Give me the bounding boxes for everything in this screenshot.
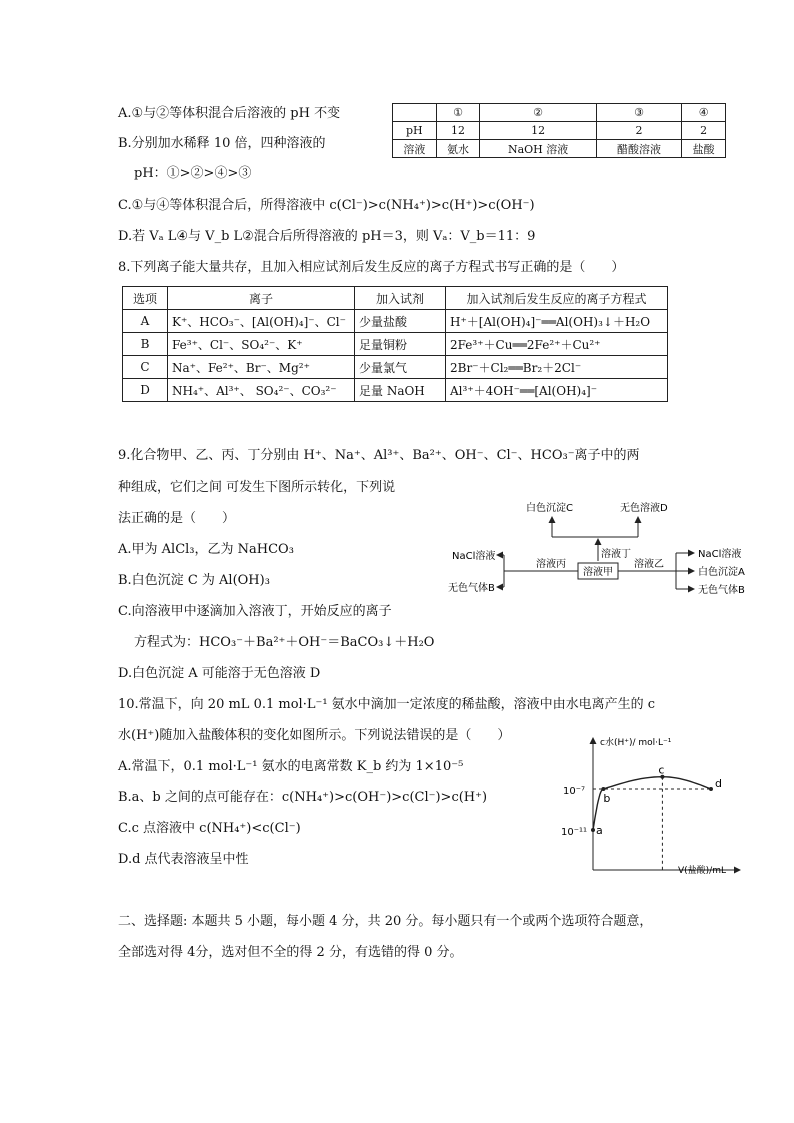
table-row [123, 356, 668, 379]
diagram-solution-bing: 溶液丙 [536, 559, 566, 570]
q10-stem-line1: 10.常温下，向 20 mL 0.1 mol·L⁻¹ 氨水中滴加一定浓度的稀盐酸，溶液中由水电离产生的 c [118, 697, 656, 712]
chart-curve [593, 777, 711, 830]
diagram-right-precipitate-a: 白色沉淀A [698, 567, 745, 578]
chart-y-label: c水(H⁺)/ mol·L⁻¹ [600, 738, 672, 748]
table-header-cell: 选项 [123, 287, 168, 310]
section2-line2: 全部选对得 4分，选对但不全的得 2 分，有选错的得 0 分。 [118, 945, 463, 960]
table-cell: 12 [436, 122, 480, 140]
table-cell: 溶液 [393, 140, 437, 158]
table-header-cell: 加入试剂后发生反应的离子方程式 [446, 287, 668, 310]
table-cell: NaOH 溶液 [480, 140, 596, 158]
diagram-solution-ding: 溶液丁 [601, 549, 631, 560]
table-cell: 足量 NaOH [355, 379, 446, 402]
table-row [393, 104, 726, 122]
q7-ph-table [392, 103, 726, 158]
table-cell: NH₄⁺、Al³⁺、 SO₄²⁻、CO₃²⁻ [168, 379, 355, 402]
chart-x-label: V(盐酸)/mL [678, 866, 726, 876]
q9-option-b: B.白色沉淀 C 为 Al(OH)₃ [118, 573, 270, 588]
table-cell: D [123, 379, 168, 402]
section2-line1: 二、选择题: 本题共 5 小题，每小题 4 分，共 20 分。每小题只有一个或两个选项符合题意， [118, 914, 653, 929]
table-cell: Na⁺、Fe²⁺、Br⁻、Mg²⁺ [168, 356, 355, 379]
chart-point-a [591, 828, 595, 832]
q9-stem-line3: 法正确的是（ ） [118, 511, 236, 526]
table-cell: ② [480, 104, 596, 122]
table-cell: B [123, 333, 168, 356]
chart-point-d [709, 787, 713, 791]
q10-option-b: B.a、b 之间的点可能存在：c(NH₄⁺)>c(OH⁻)>c(Cl⁻)>c(H⁺) [118, 790, 488, 805]
table-cell: 足量铜粉 [355, 333, 446, 356]
table-cell: 醋酸溶液 [596, 140, 681, 158]
diagram-left-gas-b: 无色气体B [448, 583, 495, 594]
table-cell: 2Br⁻＋Cl₂══Br₂＋2Cl⁻ [446, 356, 668, 379]
table-cell: 2 [596, 122, 681, 140]
q7-option-b-line2: pH：①>②>④>③ [134, 166, 252, 181]
q9-option-d: D.白色沉淀 A 可能溶于无色溶液 D [118, 666, 321, 681]
table-cell: ③ [596, 104, 681, 122]
diagram-solution-jia: 溶液甲 [583, 567, 613, 578]
table-cell: 盐酸 [682, 140, 726, 158]
table-row [393, 140, 726, 158]
chart-point-b [601, 787, 605, 791]
table-cell: pH [393, 122, 437, 140]
table-cell: 2Fe³⁺＋Cu══2Fe²⁺＋Cu²⁺ [446, 333, 668, 356]
q7-option-d: D.若 Vₐ L④与 V_b L②混合后所得溶液的 pH＝3，则 Vₐ：V_b＝11：9 [118, 229, 536, 244]
q10-option-a: A.常温下，0.1 mol·L⁻¹ 氨水的电离常数 K_b 约为 1×10⁻⁵ [118, 759, 464, 774]
chart-label-a: a [596, 824, 603, 837]
table-cell: K⁺、HCO₃⁻、[Al(OH)₄]⁻、Cl⁻ [168, 310, 355, 333]
q10-option-d: D.d 点代表溶液呈中性 [118, 852, 249, 867]
q7-option-c: C.①与④等体积混合后，所得溶液中 c(Cl⁻)>c(NH₄⁺)>c(H⁺)>c(OH⁻) [118, 198, 535, 213]
q9-option-a: A.甲为 AlCl₃，乙为 NaHCO₃ [118, 542, 294, 557]
q9-stem-line2: 种组成，它们之间 可发生下图所示转化，下列说 [118, 480, 396, 495]
q7-option-a: A.①与②等体积混合后溶液的 pH 不变 [118, 106, 341, 121]
chart-y-tick-1e-7: 10⁻⁷ [563, 786, 586, 797]
table-cell: 少量盐酸 [355, 310, 446, 333]
diagram-solution-yi: 溶液乙 [634, 559, 664, 570]
table-cell: 2 [682, 122, 726, 140]
table-cell: 12 [480, 122, 596, 140]
table-cell: 氨水 [436, 140, 480, 158]
table-row [123, 287, 668, 310]
diagram-left-nacl: NaCl溶液 [452, 551, 496, 562]
chart-label-c: c [658, 763, 665, 777]
table-row [123, 379, 668, 402]
q10-ionization-chart [560, 730, 750, 880]
table-row [393, 122, 726, 140]
chart-label-b: b [603, 792, 611, 805]
table-cell: H⁺＋[Al(OH)₄]⁻══Al(OH)₃↓＋H₂O [446, 310, 668, 333]
table-row [123, 333, 668, 356]
diagram-right-nacl: NaCl溶液 [698, 549, 742, 560]
q10-option-c: C.c 点溶液中 c(NH₄⁺)<c(Cl⁻) [118, 821, 301, 836]
q9-option-c-line2: 方程式为：HCO₃⁻＋Ba²⁺＋OH⁻＝BaCO₃↓＋H₂O [134, 635, 435, 650]
chart-y-tick-1e-11: 10⁻¹¹ [561, 827, 588, 838]
q10-stem-line2: 水(H⁺)随加入盐酸体积的变化如图所示。下列说法错误的是（ ） [118, 728, 511, 743]
table-header-cell: 加入试剂 [355, 287, 446, 310]
q9-reaction-diagram [440, 495, 770, 605]
diagram-white-precipitate-c: 白色沉淀C [526, 503, 573, 514]
table-cell: 少量氯气 [355, 356, 446, 379]
table-cell: ① [436, 104, 480, 122]
q8-ion-table [122, 286, 668, 402]
table-header-cell: 离子 [168, 287, 355, 310]
q7-option-b-line1: B.分别加水稀释 10 倍，四种溶液的 [118, 136, 326, 151]
table-cell: Fe³⁺、Cl⁻、SO₄²⁻、K⁺ [168, 333, 355, 356]
diagram-colorless-solution-d: 无色溶液D [620, 503, 668, 514]
table-row [123, 310, 668, 333]
table-cell: Al³⁺＋4OH⁻══[Al(OH)₄]⁻ [446, 379, 668, 402]
q8-stem: 8.下列离子能大量共存，且加入相应试剂后发生反应的离子方程式书写正确的是（ ） [118, 260, 625, 275]
q9-option-c-line1: C.向溶液甲中逐滴加入溶液丁，开始反应的离子 [118, 604, 392, 619]
q9-stem-line1: 9.化合物甲、乙、丙、丁分别由 H⁺、Na⁺、Al³⁺、Ba²⁺、OH⁻、Cl⁻、HCO₃⁻离子中的两 [118, 448, 640, 463]
table-cell: ④ [682, 104, 726, 122]
diagram-right-gas-b: 无色气体B [698, 585, 745, 596]
chart-label-d: d [715, 777, 722, 790]
table-cell: A [123, 310, 168, 333]
table-cell: C [123, 356, 168, 379]
table-cell [393, 104, 437, 122]
